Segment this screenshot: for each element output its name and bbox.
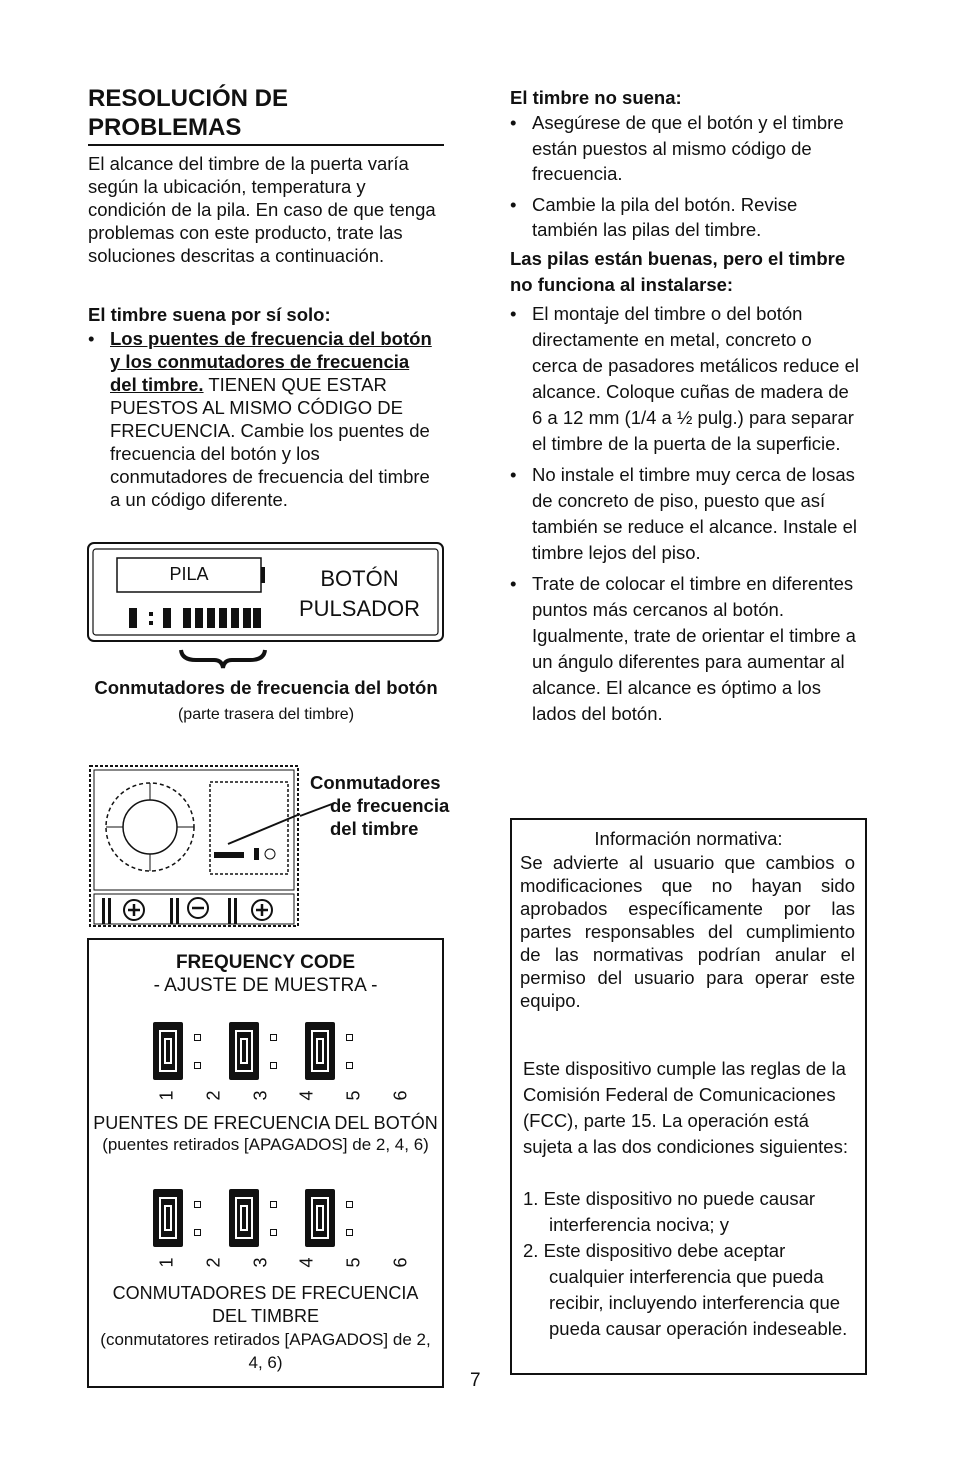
figure1-caption <box>88 676 444 726</box>
switch-on <box>305 1189 335 1247</box>
intro-paragraph: El alcance del timbre de la puerta varía según la ubicación, temperatura y condición de la pila. En caso de que tenga problemas con este producto, trate las soluciones descritas a continuación. <box>88 153 436 266</box>
freq-subtitle: - AJUSTE DE MUESTRA - <box>153 975 378 996</box>
switch-number: 2 <box>203 1257 224 1268</box>
section1-heading: El timbre suena por sí solo: <box>88 304 331 325</box>
jumper-off <box>183 1022 213 1080</box>
section3-heading: Las pilas están buenas, pero el timbre no funciona al instalarse: <box>510 248 846 295</box>
switch-off <box>259 1189 289 1247</box>
switch-number: 5 <box>343 1257 364 1268</box>
list-item: • No instale el timbre muy cerca de losas de concreto de piso, puesto que así también se reduce el alcance. Instale el timbre lejos del piso. <box>510 462 862 566</box>
chime-switch-numbers <box>149 1252 419 1273</box>
page-number: 7 <box>470 1370 481 1391</box>
section1-bullet <box>88 327 440 516</box>
switch-number: 3 <box>250 1257 271 1268</box>
brace-icon <box>178 646 268 670</box>
jumper-off <box>335 1022 365 1080</box>
condition-item: 1. Este dispositivo no puede causar interferencia nociva; y <box>523 1188 816 1235</box>
caption-line: (puentes retirados [APAGADOS] de 2, 4, 6) <box>102 1135 429 1154</box>
boton-pulsador-label <box>287 564 432 624</box>
list-item: • Trate de colocar el timbre en diferentes puntos más cercanos al botón. Igualmente, trate de orientar el timbre a un ángulo diferentes para aumentar al alcance. El alcance es óptimo a los lados del botón. <box>510 571 862 727</box>
chime-switches-caption <box>95 1282 436 1374</box>
fcc-statement: Este dispositivo cumple las reglas de la Comisión Federal de Comunicaciones (FCC), parte 15. La operación está sujeta a las dos condiciones siguientes: <box>523 1058 848 1157</box>
caption-rest: (parte trasera del timbre) <box>177 706 355 723</box>
section3-list <box>510 301 862 732</box>
button-jumpers-caption <box>89 1112 442 1156</box>
list-item: • Cambie la pila del botón. Revise también las pilas del timbre. <box>510 192 860 243</box>
chime-label-line: Conmutadores <box>310 772 441 793</box>
button-jumper-numbers <box>149 1085 419 1106</box>
list-item <box>88 327 440 511</box>
jumper-off <box>259 1022 289 1080</box>
section2-list <box>510 110 860 248</box>
jumper-number: 1 <box>156 1090 177 1101</box>
jumper-number: 2 <box>203 1090 224 1101</box>
condition-item: 2. Este dispositivo debe aceptar cualquier interferencia que pueda recibir, incluyendo interferencia que pueda causar operación indeseable. <box>523 1240 848 1339</box>
list-item: • El montaje del timbre o del botón directamente en metal, concreto o cerca de pasadores metálicos reduce el alcance. Coloque cuñas de madera de 6 a 12 mm (1/4 a ½ pulg.) para separar el timbre de la puerta de la superficie. <box>510 301 862 457</box>
section2-heading: El timbre no suena: <box>510 87 682 108</box>
regulatory-heading: Información normativa: <box>594 828 783 849</box>
fcc-conditions <box>523 1186 858 1342</box>
switch-off <box>183 1189 213 1247</box>
bullet-rest-text: TIENEN QUE ESTAR PUESTOS AL MISMO CÓDIGO DE FRECUENCIA. Cambie los puentes de frecuencia del botón y los conmutadores de frecuencia del timbre a un código diferente. <box>110 374 430 510</box>
switch-number: 1 <box>156 1257 177 1268</box>
switch-on <box>153 1189 183 1247</box>
caption-bold: Conmutadores de frecuencia del botón <box>94 677 438 698</box>
switch-number: 6 <box>390 1257 411 1268</box>
page-title: RESOLUCIÓN DE PROBLEMAS <box>88 84 444 146</box>
freq-title: FREQUENCY CODE <box>175 952 356 973</box>
switch-on <box>229 1189 259 1247</box>
switch-number: 4 <box>296 1257 317 1268</box>
jumper-number: 4 <box>296 1090 317 1101</box>
jumper-number: 5 <box>343 1090 364 1101</box>
regulatory-box <box>510 818 867 1375</box>
jumper-on <box>153 1022 183 1080</box>
list-item: • Asegúrese de que el botón y el timbre están puestos al mismo código de frecuencia. <box>510 110 860 187</box>
pila-label: PILA <box>169 564 209 584</box>
button-transmitter-figure <box>87 542 444 642</box>
jumper-number: 3 <box>250 1090 271 1101</box>
frequency-code-box <box>87 938 444 1388</box>
caption-line: PUENTES DE FRECUENCIA DEL BOTÓN <box>93 1113 438 1133</box>
boton-label: BOTÓN <box>320 566 399 591</box>
bullet-underlined-text: Los puentes de frecuencia del botón y los conmutadores de frecuencia del timbre. <box>110 328 432 395</box>
chime-switches-row <box>153 1189 365 1247</box>
regulatory-warning: Se advierte al usuario que cambios o modificaciones que no hayan sido aprobados específicamente por las partes responsables del cumplimiento de las normativas podrían anular el permiso del usuario para operar este equipo. <box>520 852 855 1011</box>
jumper-number: 6 <box>390 1090 411 1101</box>
chime-label-line: del timbre <box>330 818 419 839</box>
pulsador-label: PULSADOR <box>298 596 421 621</box>
jumper-on <box>229 1022 259 1080</box>
chime-back-drawing <box>88 764 302 930</box>
chime-switch-label <box>310 771 475 840</box>
caption-line: CONMUTADORES DE FRECUENCIA DEL TIMBRE <box>112 1283 419 1326</box>
caption-line: (conmutatores retirados [APAGADOS] de 2, 4, 6) <box>100 1330 431 1372</box>
button-jumpers-row <box>153 1022 365 1080</box>
switch-off <box>335 1189 365 1247</box>
chime-label-line: de frecuencia <box>330 795 450 816</box>
jumper-on <box>305 1022 335 1080</box>
chime-back-figure <box>88 764 302 930</box>
